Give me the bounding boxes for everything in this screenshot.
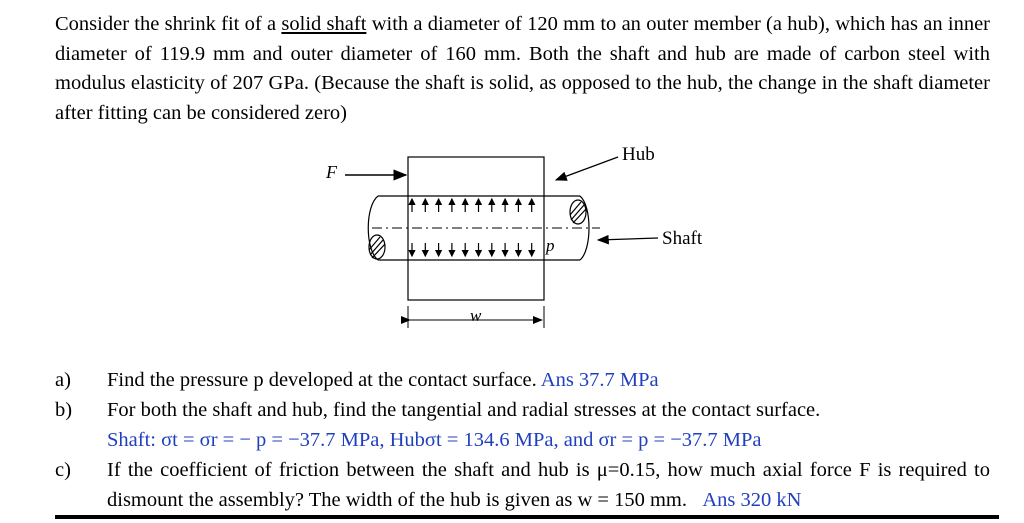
shaft-break-hatch-left [369,235,385,259]
question-c-label: c) [55,459,71,481]
hub-leader [556,157,618,180]
question-a-answer: Ans 37.7 MPa [540,369,659,391]
width-label: w [470,306,482,325]
question-a-text: Find the pressure p developed at the contact surface. [107,369,541,391]
question-c-answer: Ans 320 kN [702,488,802,511]
question-c [55,456,990,515]
bottom-rule [55,515,999,519]
question-b-label: b) [55,399,73,421]
pressure-arrows-top [412,199,532,212]
pressure-label: p [546,236,555,255]
question-c-text: If the coefficient of friction between the shaft and hub is μ=0.15, how much axial force F is required to dismount the assembly? The width of the hub is given as w = 150 mm. [107,459,990,511]
shaft-break-hatch-right [570,200,586,224]
force-label: F [326,162,337,182]
question-a-label: a) [55,369,71,391]
shaft-label: Shaft [662,228,703,249]
intro-post: with a diameter of 120 mm to an outer member (a hub), which has an inner diameter of 119.9 mm and outer diameter of 160 mm. Both the shaft and hub are made of carbon steel with modulus elasticity of 207 GPa. (Because the shaft is solid, as opposed to the hub, the change in the shaft diameter after fitting can be considered zero) [55,13,990,124]
hub-label: Hub [622,144,655,165]
question-b [55,396,990,455]
intro-term: solid shaft [281,13,367,35]
intro-pre: Consider the shrink fit of a [55,13,282,35]
shaft-leader [598,238,658,240]
pressure-arrows-bottom [412,243,532,256]
question-b-answer: Shaft: σt = σr = − p = −37.7 MPa, Hubσt = 134.6 MPa, and σr = p = −37.7 MPa [107,428,762,451]
question-b-text: For both the shaft and hub, find the tangential and radial stresses at the contact surface. [107,399,821,421]
question-a [55,366,990,396]
